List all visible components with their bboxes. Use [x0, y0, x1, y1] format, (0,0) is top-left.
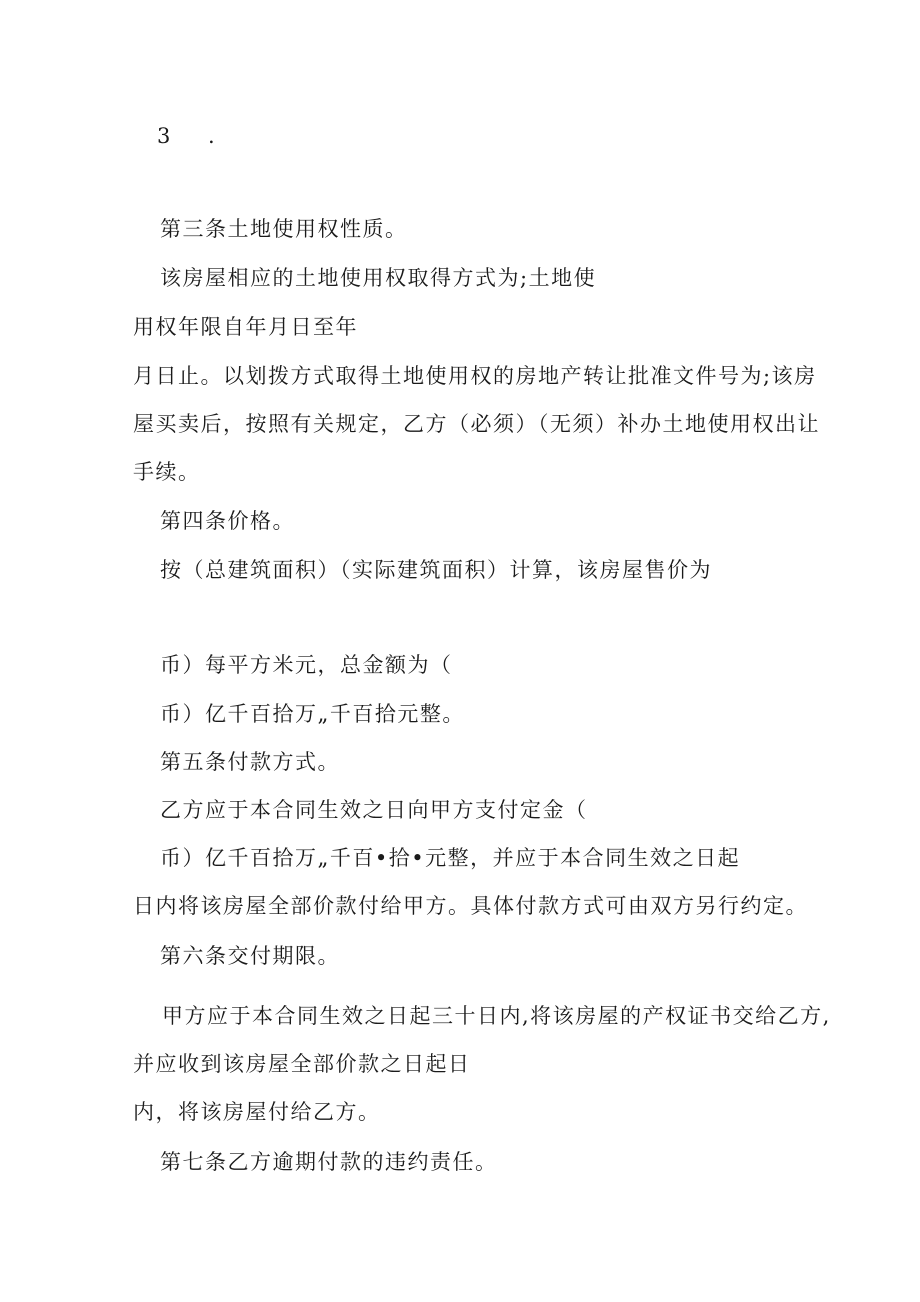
paragraph-line: 币）亿千百拾万„千百拾元整。	[160, 702, 465, 726]
paragraph-line: 币）亿千百拾万„千百•拾•元整，并应于本合同生效之日起	[160, 846, 741, 870]
paragraph-line: 月日止。以划拨方式取得土地使用权的房地产转让批准文件号为;该房	[133, 364, 817, 388]
paragraph-line: 该房屋相应的土地使用权取得方式为;土地使	[160, 266, 597, 290]
paragraph-line: 屋买卖后，按照有关规定，乙方（必须）（无须）补办土地使用权出让	[133, 412, 820, 436]
article-5-heading: 第五条付款方式。	[160, 750, 340, 774]
paragraph-line: 日内将该房屋全部价款付给甲方。具体付款方式可由双方另行约定。	[133, 894, 808, 918]
article-6-heading: 第六条交付期限。	[160, 944, 340, 968]
section-number-dot: .	[208, 124, 215, 148]
article-7-heading: 第七条乙方逾期付款的违约责任。	[160, 1150, 498, 1174]
paragraph-line: 按（总建筑面积）（实际建筑面积）计算，该房屋售价为	[160, 558, 712, 582]
paragraph-line: 内，将该房屋付给乙方。	[133, 1100, 381, 1124]
paragraph-line: 甲方应于本合同生效之日起三十日内,将该房屋的产权证书交给乙方,	[162, 1004, 831, 1028]
article-4-heading: 第四条价格。	[160, 509, 295, 533]
paragraph-line: 币）每平方米元，总金额为（	[160, 653, 453, 677]
article-3-heading: 第三条土地使用权性质。	[160, 217, 408, 241]
paragraph-line: 手续。	[133, 460, 201, 484]
paragraph-line: 用权年限自年月日至年	[133, 315, 358, 339]
paragraph-line: 并应收到该房屋全部价款之日起日	[133, 1052, 471, 1076]
section-number: 3	[157, 124, 171, 148]
paragraph-line: 乙方应于本合同生效之日向甲方支付定金（	[160, 798, 588, 822]
